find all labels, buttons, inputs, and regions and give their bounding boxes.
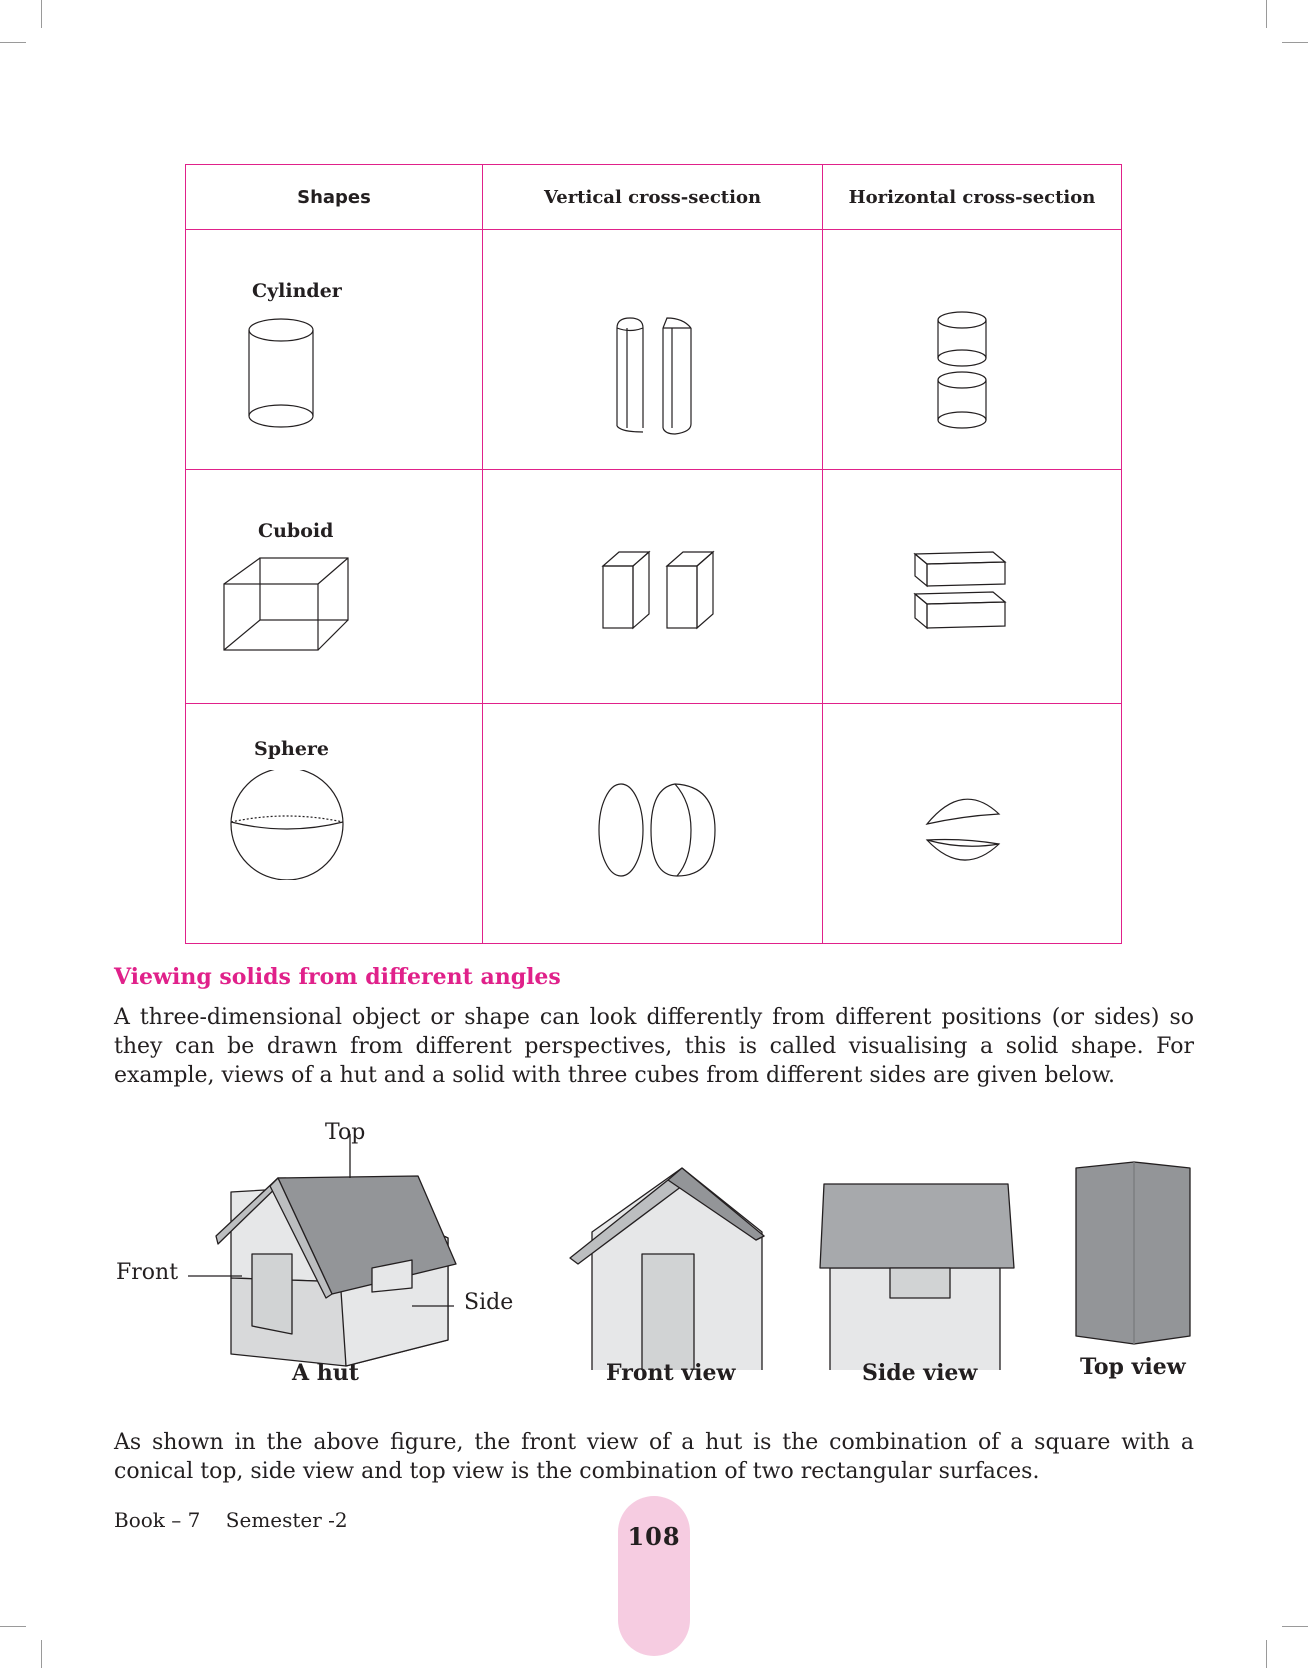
crop-mark	[1266, 1640, 1267, 1668]
label-side: Side	[464, 1290, 514, 1315]
cuboid-vertical-section-icon	[601, 550, 721, 632]
crop-mark	[41, 1640, 42, 1668]
sphere-icon	[228, 770, 346, 880]
header-horizontal: Horizontal cross-section	[823, 165, 1122, 230]
table-header-row	[186, 165, 1122, 230]
caption-front-view: Front view	[606, 1360, 736, 1386]
header-vertical: Vertical cross-section	[483, 165, 823, 230]
intro-paragraph: A three-dimensional object or shape can look differently from different positions (or sides) so they can be drawn from different perspectives, this is called visualising a solid shape. For example, views of a hut and a solid with three cubes from different sides are given below.	[114, 1005, 1194, 1088]
sphere-vertical-cell	[483, 704, 823, 944]
caption-hut: A hut	[292, 1360, 359, 1386]
sphere-shape-cell	[186, 704, 483, 944]
footer-book: Book – 7	[114, 1508, 201, 1532]
footer-semester: Semester -2	[225, 1508, 348, 1532]
table-row	[186, 704, 1122, 944]
caption-top-view: Top view	[1080, 1354, 1186, 1380]
page-number: 108	[627, 1522, 681, 1551]
cylinder-vertical-section-icon	[613, 316, 703, 436]
sphere-horizontal-cell	[823, 704, 1122, 944]
crop-mark	[1282, 42, 1308, 43]
cylinder-vertical-cell	[483, 230, 823, 470]
cuboid-vertical-cell	[483, 470, 823, 704]
row-label-cylinder: Cylinder	[252, 280, 342, 302]
sphere-vertical-section-icon	[597, 782, 727, 880]
closing-paragraph: As shown in the above figure, the front view of a hut is the combination of a square with a conical top, side view and top view is the combination of two rectangular surfaces.	[114, 1430, 1194, 1484]
crop-mark	[0, 1626, 26, 1627]
row-label-sphere: Sphere	[254, 738, 330, 760]
cylinder-icon	[246, 318, 316, 430]
cylinder-horizontal-cell	[823, 230, 1122, 470]
header-shapes: Shapes	[186, 165, 483, 230]
hut-views-illustration	[186, 1120, 1196, 1370]
cylinder-horizontal-section-icon	[933, 310, 991, 434]
crop-mark	[0, 42, 26, 43]
crop-mark	[1282, 1626, 1308, 1627]
crop-mark	[41, 0, 42, 28]
table-row	[186, 470, 1122, 704]
cuboid-horizontal-cell	[823, 470, 1122, 704]
sphere-horizontal-section-icon	[923, 788, 1007, 874]
crop-mark	[1266, 0, 1267, 28]
table-row	[186, 230, 1122, 470]
label-top: Top	[325, 1120, 366, 1145]
row-label-cuboid: Cuboid	[258, 520, 334, 542]
cylinder-shape-cell	[186, 230, 483, 470]
footer-book-info	[114, 1508, 348, 1532]
cuboid-horizontal-section-icon	[913, 550, 1013, 634]
cross-section-table	[185, 164, 1122, 944]
page-number-badge	[618, 1496, 690, 1656]
section-heading: Viewing solids from different angles	[114, 964, 561, 990]
cuboid-shape-cell	[186, 470, 483, 704]
caption-side-view: Side view	[862, 1360, 978, 1386]
cuboid-icon	[222, 556, 352, 656]
label-front: Front	[116, 1260, 179, 1285]
